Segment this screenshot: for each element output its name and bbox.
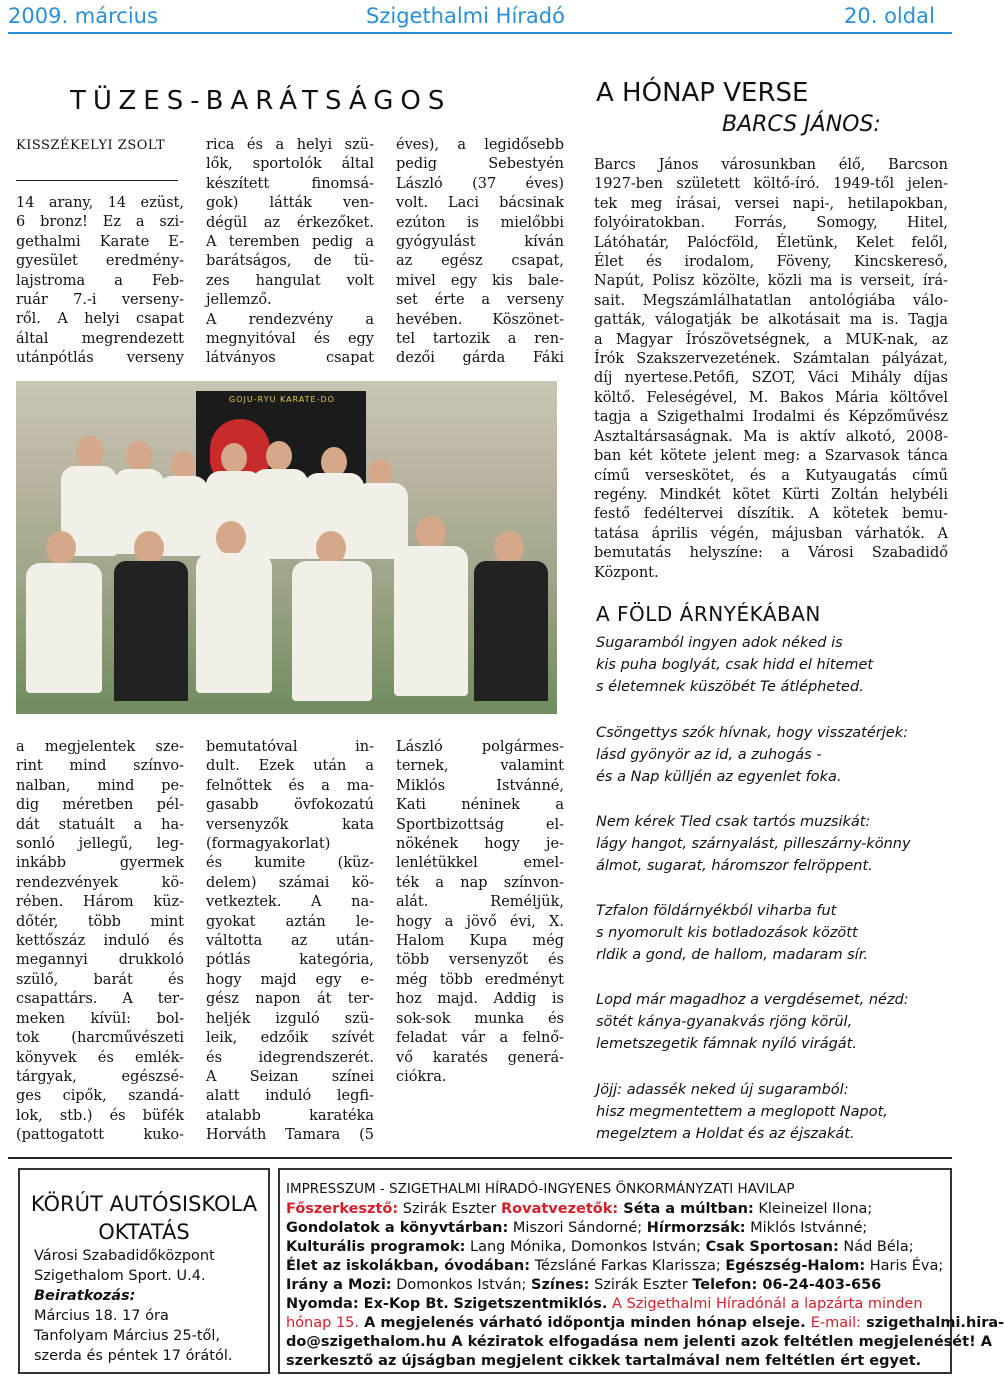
text-line: a megjelentek sze- (16, 739, 184, 755)
impressum-run: Főszerkesztő: (286, 1201, 399, 1217)
article-col1-top (16, 194, 184, 369)
impressum-run: Színes: (531, 1277, 590, 1293)
header-page-number: 20. oldal (844, 4, 935, 28)
impressum-run: Élet az iskolákban, óvodában: (286, 1258, 531, 1274)
article-title: TÜZES-BARÁTSÁGOS (70, 86, 452, 116)
text-line: gyógyulást kíván (396, 234, 564, 251)
text-line: Asztaltársaságnak. Ma is aktív alkotó, 2008- (594, 428, 948, 445)
text-line: szülő, barát és (16, 971, 184, 988)
text-line: és a Nap külljén az egyenlet foka. (596, 769, 842, 785)
poem-stanza (596, 989, 909, 1055)
impressum-line (286, 1295, 946, 1314)
text-line: sötét kánya-gyanakvás rjöng körül, (596, 1014, 853, 1030)
ad-line: szerda és péntek 17 órától. (34, 1348, 233, 1364)
poem-stanza (596, 632, 873, 698)
text-line: lemetszegetik fámnak nyíló virágát. (596, 1036, 857, 1052)
text-line: set érte a verseny (396, 292, 564, 309)
impressum-line (286, 1200, 946, 1219)
text-line: A teremben pedig a (206, 234, 374, 251)
text-line: 1927-ben született költő-író. 1949-től jelen- (594, 176, 948, 193)
article-col3-top (396, 136, 564, 369)
text-line: ban két kötete jelent meg: a Szarvasok tánca (594, 448, 948, 465)
text-line: Miklós Istvánné, (396, 777, 564, 794)
text-line: dig méretben pél- (16, 797, 184, 814)
text-line: zes hangulat volt (206, 272, 374, 289)
text-line: rendezvények kö- (16, 874, 184, 891)
text-line: dult. Ezek után a (206, 758, 374, 775)
text-line: tárgyak, egészsé- (16, 1068, 184, 1085)
photo-person (126, 441, 152, 471)
text-line: s nyomorult kis botladozások között (596, 925, 858, 941)
text-line: László polgármes- (396, 739, 564, 755)
impressum-run: Rovatvezetők: (501, 1201, 619, 1217)
photo-person (316, 531, 346, 565)
text-line: rében. Három küz- (16, 894, 184, 911)
text-line: rint mind színvo- (16, 758, 184, 775)
text-line: sonló jellegű, leg- (16, 836, 184, 853)
text-line: utánpótlás verseny (16, 350, 184, 367)
text-line: megannyi drukkoló (16, 952, 184, 969)
impressum-line (286, 1257, 946, 1276)
text-line: (pattogatott kuko- (16, 1127, 184, 1144)
text-line: Sportbizottság el- (396, 816, 564, 833)
impressum-line (286, 1276, 946, 1295)
text-line: 14 arany, 14 ezüst, (16, 195, 184, 211)
text-line: delem) számai kö- (206, 874, 374, 891)
impressum-line (286, 1314, 1004, 1333)
text-line: László (37 éves) (396, 175, 564, 192)
ad-title: KÖRÚT AUTÓSISKOLA (30, 1192, 258, 1216)
article-col3-bottom (396, 738, 564, 1087)
text-line: versenyzők kata (206, 816, 374, 833)
text-line: Élet és irodalom, Föveny, Kincskereső, (594, 254, 948, 271)
impressum-run: Szigetszentmiklós. (453, 1296, 608, 1312)
text-line: lenlétükkel emel- (396, 855, 564, 872)
text-line: tatása április végén, májusban várhatók. A (594, 525, 948, 542)
ad-line: Tanfolyam Március 25-től, (34, 1328, 221, 1344)
text-line: éves), a legidősebb (396, 137, 564, 153)
text-line: mivel egy kis bale- (396, 272, 564, 289)
text-line: heljék izguló szü- (206, 1010, 374, 1027)
impressum-run: Miklós Istvánné; (745, 1220, 868, 1236)
impressum-run: Kleineizel Ilona; (753, 1201, 873, 1217)
article-col1-bottom (16, 738, 184, 1146)
text-line: s életemnek küszöbét Te átlépheted. (596, 679, 864, 695)
text-line: inkább gyermek (16, 855, 184, 872)
text-line: bemutatóval in- (206, 739, 374, 755)
text-line: ternek, valamint (396, 758, 564, 775)
photo-person (416, 516, 446, 550)
text-line: festő fedéltervei díszítik. A kötetek bemu- (594, 506, 948, 523)
text-line: gatták, válogatják be alkotásait ma is. Tagja (594, 312, 948, 329)
text-line: ezúton is mielőbbi (396, 214, 564, 231)
impressum-run: Kulturális programok: (286, 1239, 466, 1255)
impressum-run: szerkesztő az újságban megjelent cikkek tartalmával nem feltétlen ért egyet. (286, 1353, 922, 1369)
photo-person (216, 521, 246, 555)
impressum-line (286, 1238, 946, 1257)
poem-title: A FÖLD ÁRNYÉKÁBAN (596, 602, 821, 626)
photo-person (252, 469, 308, 559)
text-line: több versenyzőt és (396, 952, 564, 969)
text-line: által megrendezett (16, 330, 184, 347)
text-line: Horváth Tamara (5 (206, 1127, 374, 1144)
poem-stanza (596, 811, 911, 877)
text-line: gész napon át ter- (206, 991, 374, 1008)
impressum-run: Gondolatok a könyvtárban: (286, 1220, 509, 1236)
text-line: pedig Sebestyén (396, 156, 564, 173)
ad-subtitle: OKTATÁS (98, 1220, 190, 1244)
text-line: hevében. Köszönet- (396, 311, 564, 328)
text-line: Nem kérek Tled csak tartós muzsikát: (596, 814, 871, 830)
text-line: a Magyar Írószövetségnek, a MUK-nak, az (594, 331, 948, 348)
text-line: tel tartozik a ren- (396, 331, 564, 348)
text-line: dezői gárda Fáki (396, 350, 564, 367)
text-line: A rendezvény a (206, 311, 374, 328)
text-line: alát. Reméljük, (396, 894, 564, 911)
ad-line: Szigethalom Sport. U.4. (34, 1268, 206, 1284)
text-line: Látóhatár, Palócföld, Életünk, Kelet felől, (594, 234, 948, 251)
impressum-run: Lang Mónika, Domonkos István; (465, 1239, 706, 1255)
header-rule (8, 32, 952, 34)
impressum-line (286, 1219, 946, 1238)
impressum-box (278, 1168, 1004, 1374)
text-line: ruár 7.-i verseny- (16, 292, 184, 309)
text-line: ték a nap színvon- (396, 874, 564, 891)
text-line: gethalmi Karate E- (16, 233, 184, 250)
text-line: ciókra. (396, 1068, 447, 1085)
text-line: gyesület eredmény- (16, 253, 184, 270)
text-line: Csöngettys szók hívnak, hogy visszatérjek: (596, 725, 908, 741)
photo-person (474, 561, 548, 701)
text-line: ges cipők, szandá- (16, 1088, 184, 1105)
impressum-run: Szirák Eszter (589, 1277, 693, 1293)
photo-person (292, 561, 372, 701)
text-line: Napút, Polisz közölte, közli ma is verseit, írá- (594, 273, 948, 290)
byline-rule (16, 180, 178, 181)
photo-banner-text: GOJU-RYU KARATE-DO (229, 395, 335, 404)
text-line: gyokat aztán le- (206, 913, 374, 930)
text-line: alatt induló legfi- (206, 1088, 374, 1105)
impressum-run: E-mail: (810, 1315, 862, 1331)
text-line: költő. Feleségével, M. Bakos Mária költővel (594, 389, 948, 406)
text-line: Sugaramból ingyen adok néked is (596, 635, 843, 651)
impressum-run: Domonkos István; (391, 1277, 532, 1293)
text-line: hoz majd. Addig is (396, 991, 564, 1008)
text-line: rldik a gond, de hallom, madaram sír. (596, 947, 868, 963)
impressum-title: IMPRESSZUM - SZIGETHALMI HÍRADÓ-INGYENES ÖNKORMÁNYZATI HAVILAP (286, 1181, 795, 1197)
text-line: című verseskötet, és a Kutyaugatás című (594, 467, 948, 484)
header-publication: Szigethalmi Híradó (366, 4, 565, 28)
text-line: kettőszáz induló és (16, 933, 184, 950)
text-line: leik, edzőik szívét (206, 1030, 374, 1047)
photo-person (221, 443, 247, 473)
text-line: Lopd már magadhoz a vergdésemet, nézd: (596, 992, 909, 1008)
text-line: A Seizan színei (206, 1068, 374, 1085)
photo-person (266, 441, 292, 471)
photo-person (76, 436, 104, 468)
text-line: Központ. (594, 564, 659, 581)
impressum-run: hónap 15. (286, 1315, 360, 1331)
text-line: gok) látták ven- (206, 195, 374, 212)
article-col2-top (206, 136, 374, 369)
photo-person (494, 531, 524, 565)
impressum-run: Nád Béla; (838, 1239, 914, 1255)
text-line: vetkeztek. A na- (206, 894, 374, 911)
text-line: dát statuált a ha- (16, 816, 184, 833)
photo-person (158, 476, 208, 556)
ad-line: Március 18. 17 óra (34, 1308, 169, 1324)
impressum-run: Haris Éva; (865, 1258, 944, 1274)
text-line: meken kívül: bol- (16, 1010, 184, 1027)
header-date: 2009. március (8, 4, 158, 28)
text-line: gasabb övfokozatú (206, 797, 374, 814)
text-line: barátságos, de tü- (206, 253, 374, 270)
text-line: megnyitóval és egy (206, 331, 374, 348)
text-line: csapattárs. A ter- (16, 991, 184, 1008)
text-line: (formagyakorlat) (206, 836, 331, 853)
text-line: volt. Laci bácsinak (396, 195, 564, 212)
text-line: készített finomsá- (206, 175, 374, 192)
impressum-run: Szirák Eszter (398, 1201, 501, 1217)
text-line: nökének hogy je- (396, 836, 564, 853)
text-line: tok (harcművészeti (16, 1030, 184, 1047)
verse-author: BARCS JÁNOS: (722, 112, 881, 137)
text-line: hogy a jövő évi, X. (396, 913, 564, 930)
text-line: Kati néninek a (396, 797, 564, 814)
impressum-run: Telefon: 06-24-403-656 (692, 1277, 882, 1293)
text-line: lajstroma a Feb- (16, 272, 184, 289)
footer-rule (8, 1157, 952, 1159)
text-line: nalban, mind pe- (16, 777, 184, 794)
article-col2-bottom (206, 738, 374, 1146)
photo-person (46, 531, 76, 565)
text-line: regény. Mindkét kötet Kürti Zoltán helybéli (594, 486, 948, 503)
impressum-run: Hírmorzsák: (646, 1220, 746, 1236)
text-line: Írók Szakszervezetének. Számtalan pályázat, (594, 351, 948, 368)
text-line: lásd gyönyör az id, a zuhogás - (596, 747, 822, 763)
text-line: és idegrendszerét. (206, 1049, 374, 1066)
text-line: Barcs János városunkban élő, Barcson (594, 157, 948, 173)
photo-person (171, 451, 195, 479)
text-line: rica és a helyi szü- (206, 137, 374, 153)
photo-person (134, 531, 164, 565)
text-line: álmot, sugarat, háromszor felröppent. (596, 858, 873, 874)
impressum-run: Miszori Sándorné; (508, 1220, 647, 1236)
article-author: KISSZÉKELYI ZSOLT (16, 138, 166, 153)
text-line: jellemző. (206, 292, 272, 309)
text-line: tek meg írásai, versei napi-, hetilapokban, (594, 195, 948, 212)
text-line: váltotta az után- (206, 933, 374, 950)
photo-person (114, 561, 188, 701)
text-line: Tzfalon földárnyékból viharba fut (596, 903, 837, 919)
text-line: az egész csapat, (396, 253, 564, 270)
poem-stanza (596, 722, 908, 788)
impressum-run: Irány a Mozi: (286, 1277, 392, 1293)
text-line: hogy majd egy e- (206, 971, 374, 988)
impressum-run: Tézsláné Farkas Klarissza; (530, 1258, 726, 1274)
karate-team-photo (16, 381, 557, 714)
impressum-run: Nyomda: Ex-Kop Bt. (286, 1296, 449, 1312)
text-line: vő karatés generá- (396, 1049, 564, 1066)
text-line: lők, sportolók által (206, 156, 374, 173)
text-line: megelztem a Holdat és az éjszakát. (596, 1126, 855, 1142)
text-line: lok, stb.) és büfék (16, 1107, 184, 1124)
photo-person (196, 553, 272, 693)
poem-stanza (596, 1079, 888, 1145)
text-line: felnőttek és a ma- (206, 777, 374, 794)
text-line: 6 bronz! Ez a szi- (16, 214, 184, 231)
text-line: feladat vár a felnő- (396, 1030, 564, 1047)
photo-person (394, 546, 468, 696)
ad-line: Városi Szabadidőközpont (34, 1248, 215, 1264)
text-line: dőtér, több mint (16, 913, 184, 930)
impressum-run: szigethalmi.hira- (861, 1315, 1004, 1331)
text-line: lágy hangot, szárnyalást, pilleszárny-könny (596, 836, 911, 852)
text-line: Halom Kupa még (396, 933, 564, 950)
text-line: atalabb karatéka (206, 1107, 374, 1124)
impressum-run: A megjelenés várható időpontja minden hónap elseje. (359, 1315, 811, 1331)
verse-author-bio (594, 156, 948, 583)
impressum-run: Séta a múltban: (618, 1201, 754, 1217)
impressum-run: do@szigethalom.hu A kéziratok elfogadása nem jelenti azok feltétlen megjelenését! A (286, 1334, 992, 1350)
driving-school-ad (18, 1168, 270, 1374)
impressum-run: A Szigethalmi Híradónál a lapzárta minden (607, 1296, 923, 1312)
text-line: és kumite (küz- (206, 855, 374, 872)
text-line: Jöjj: adassék neked új sugaramból: (596, 1082, 849, 1098)
text-line: folyóiratokban. Forrás, Somogy, Hitel, (594, 215, 948, 232)
poem-stanza (596, 900, 868, 966)
text-line: bemutatás helyszíne: a Városi Szabadidő (594, 545, 948, 562)
impressum-run: Egészség-Halom: (725, 1258, 866, 1274)
text-line: még több eredményt (396, 971, 564, 988)
text-line: dégül az érkezőket. (206, 214, 374, 231)
impressum-run: Csak Sportosan: (705, 1239, 839, 1255)
text-line: tagja a Szigethalmi Irodalmi és Képzőművész (594, 409, 948, 426)
text-line: kis puha boglyát, csak hidd el hitemet (596, 657, 874, 673)
text-line: ről. A helyi csapat (16, 311, 184, 328)
photo-person (26, 563, 102, 693)
text-line: díj nyertese.Petőfi, SZOT, Váci Mihály díjas (594, 370, 948, 387)
text-line: sait. Megszámlálhatatlan antológiába válo- (594, 292, 948, 309)
verse-section-title: A HÓNAP VERSE (596, 78, 809, 108)
impressum-line (286, 1352, 946, 1371)
text-line: sok-sok munka és (396, 1010, 564, 1027)
page-header (0, 0, 960, 32)
impressum-line (286, 1333, 992, 1352)
text-line: könyvek és emlék- (16, 1049, 184, 1066)
text-line: pótlás kategória, (206, 952, 374, 969)
text-line: látványos csapat (206, 350, 374, 367)
ad-line: Beiratkozás: (34, 1288, 136, 1304)
text-line: hisz megmentettem a meglopott Napot, (596, 1104, 888, 1120)
